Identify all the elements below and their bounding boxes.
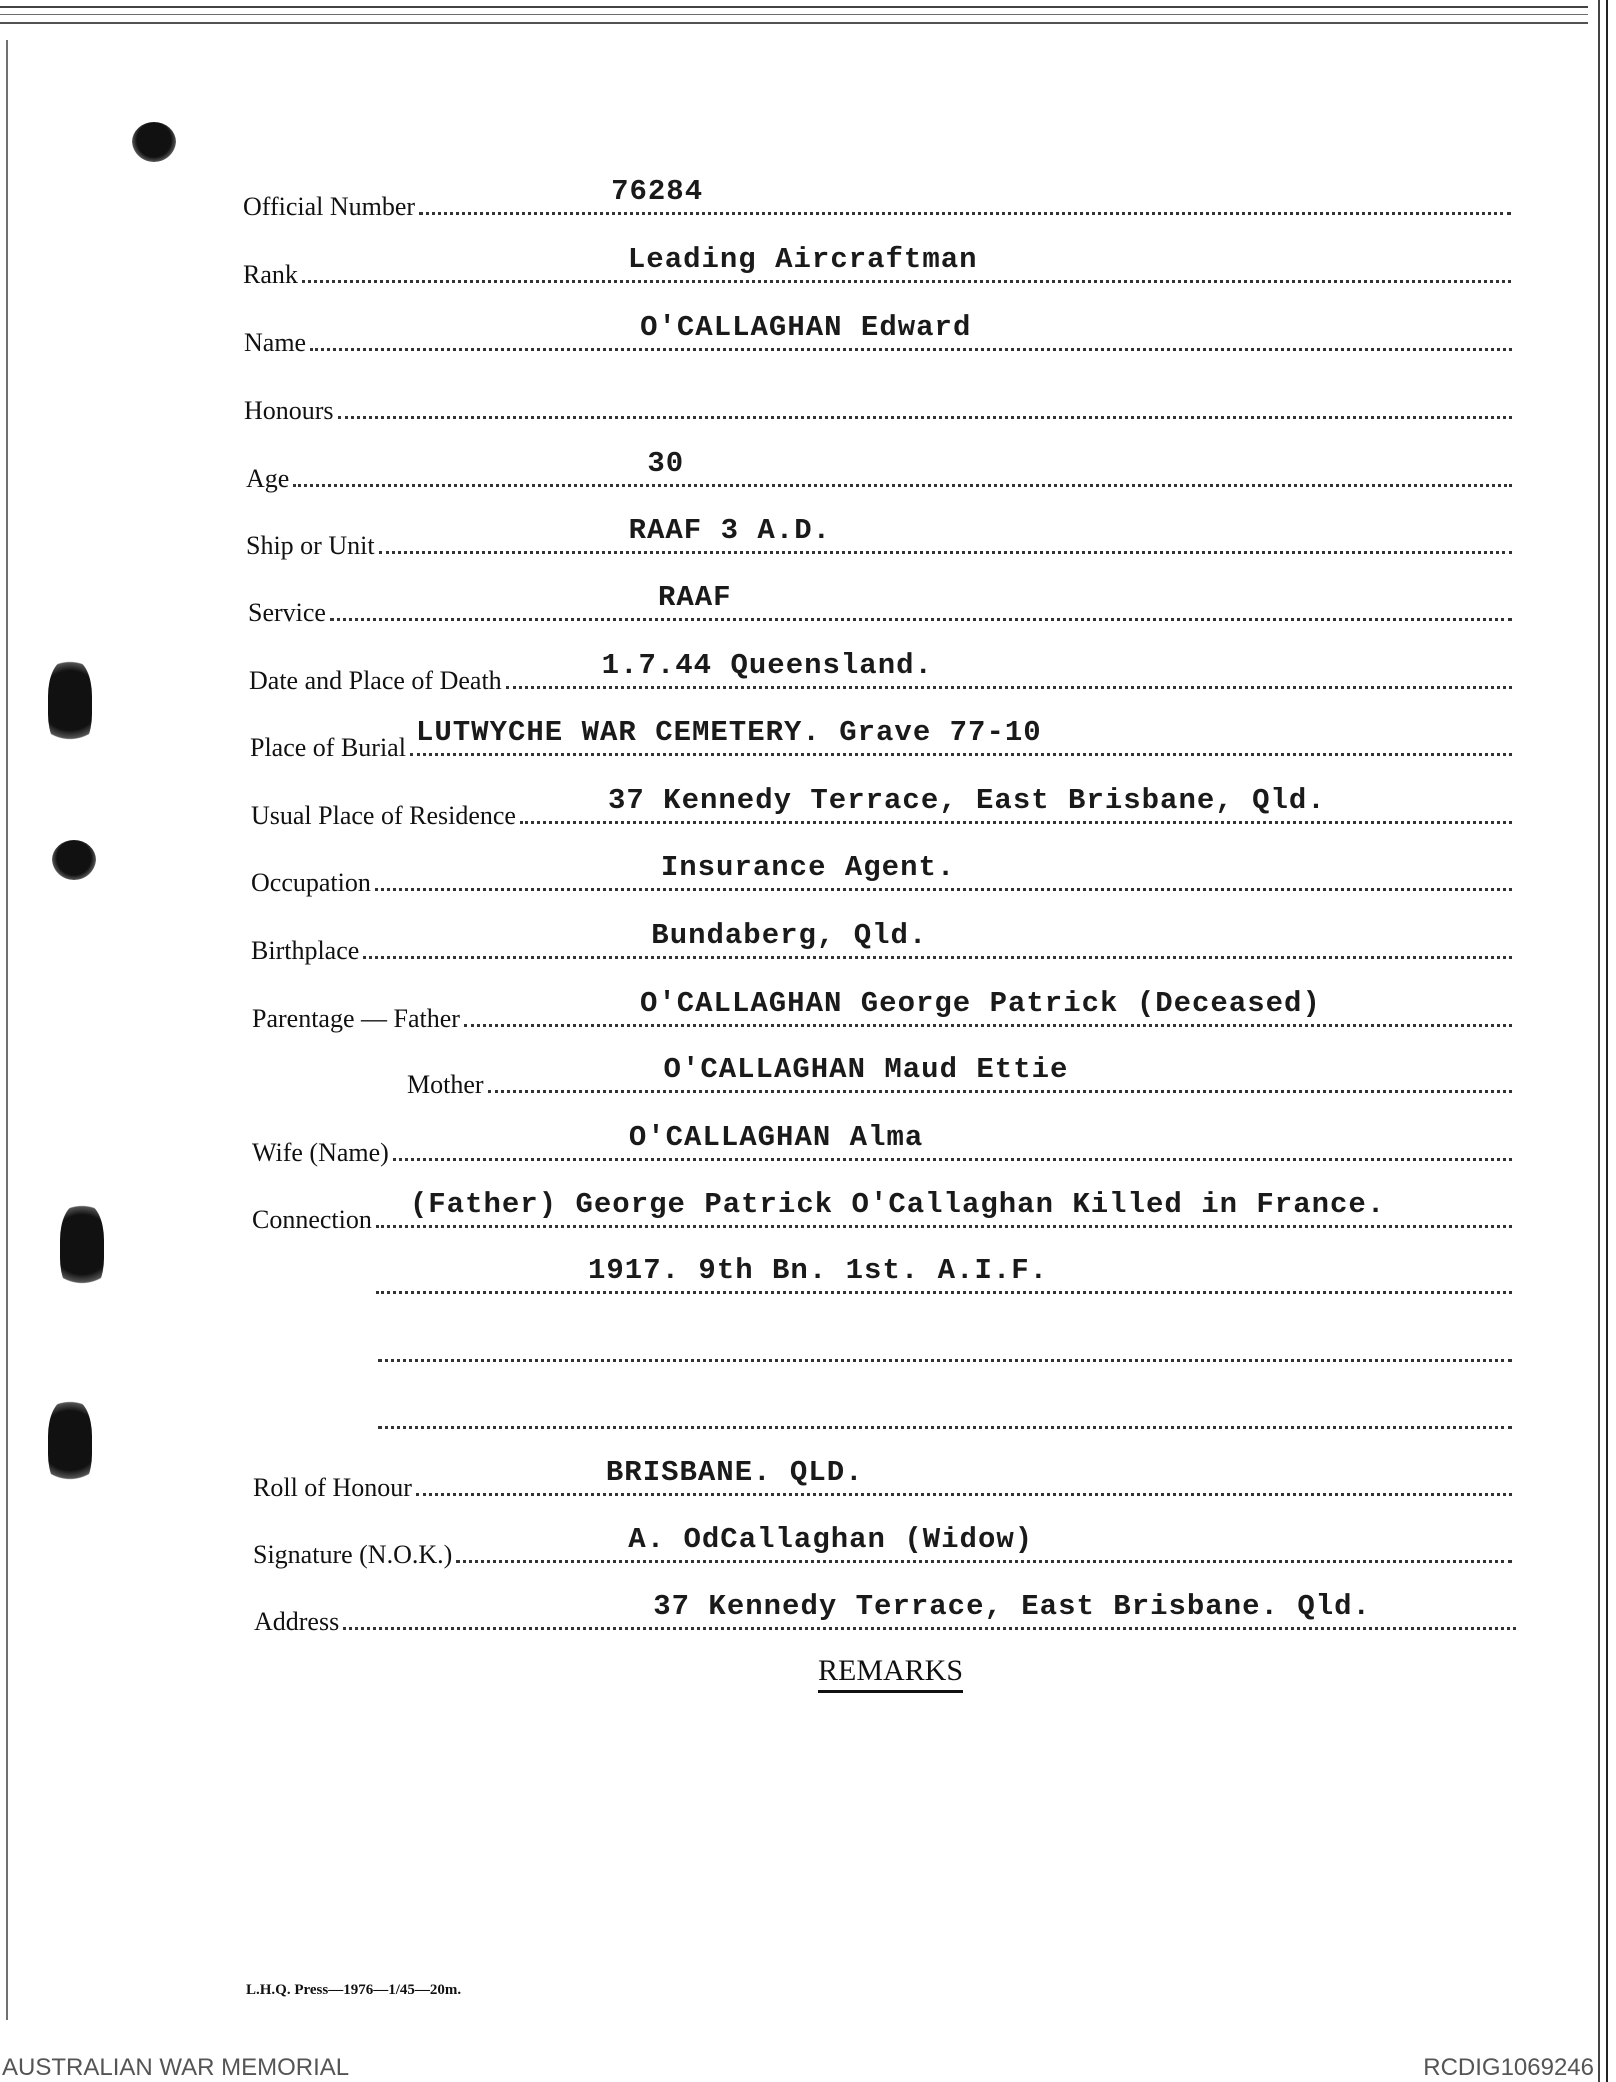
field-line [488,1053,1512,1093]
form-row-occupation [251,851,1512,898]
field-value: (Father) George Patrick O'Callaghan Killed in France. [409,1188,1386,1221]
field-value: O'CALLAGHAN George Patrick (Deceased) [639,987,1321,1020]
field-label: Parentage — Father [252,1004,460,1033]
form-row-name [244,311,1512,358]
field-value: 30 [647,447,685,480]
form-row-address [254,1590,1516,1637]
field-label: Age [246,464,290,493]
field-line [310,311,1512,351]
archive-id: RCDIG1069246 [1423,2054,1594,2081]
field-line [378,1398,1512,1429]
field-label: Mother [407,1070,484,1099]
field-line [393,1121,1512,1161]
page-left-edge [6,40,8,2020]
field-line [338,388,1512,419]
punch-hole [132,122,176,162]
field-label: Wife (Name) [252,1138,389,1167]
field-label: Roll of Honour [253,1473,412,1502]
punch-hole [60,1204,104,1294]
field-line [416,1456,1512,1496]
field-value: O'CALLAGHAN Maud Ettie [663,1053,1069,1086]
form-row-roll-of-honour [253,1456,1512,1503]
field-value: Leading Aircraftman [627,243,978,276]
field-line [343,1590,1516,1630]
field-label: Address [254,1607,340,1636]
field-value: RAAF [657,581,732,614]
field-value: Insurance Agent. [660,851,956,884]
field-line [363,919,1512,959]
field-line [302,243,1511,283]
punch-hole [48,1400,92,1490]
form-row-connection-line-4 [374,1398,1512,1429]
field-value: 76284 [611,175,704,208]
form-row-birthplace [251,919,1512,966]
field-line [293,447,1512,487]
field-label: Connection [252,1205,372,1234]
field-value: RAAF 3 A.D. [628,514,832,547]
field-line [376,1188,1512,1228]
field-value: 37 Kennedy Terrace, East Brisbane. Qld. [653,1590,1371,1623]
form-row-father [252,987,1512,1034]
field-line [330,581,1512,621]
field-line [410,716,1512,756]
field-label: Ship or Unit [246,531,375,560]
form-row-official-number [243,175,1511,222]
field-value: A. OdCallaghan (Widow) [628,1523,1034,1556]
field-line [376,1254,1512,1294]
form-row-ship-or-unit [246,514,1512,561]
form-row-place-of-burial [250,716,1512,763]
field-label: Service [248,598,326,627]
field-value: O'CALLAGHAN Alma [628,1121,924,1154]
page-top-edge [0,0,1616,34]
archive-credit: AUSTRALIAN WAR MEMORIAL [2,2054,350,2081]
field-label: Occupation [251,868,371,897]
field-line [419,175,1511,215]
field-label: Signature (N.O.K.) [253,1540,453,1569]
form-row-service [248,581,1512,628]
field-value: LUTWYCHE WAR CEMETERY. Grave 77-10 [415,716,1042,749]
field-label: Usual Place of Residence [251,801,516,830]
field-value: Bundaberg, Qld. [651,919,928,952]
field-label: Birthplace [251,936,360,965]
field-line [464,987,1512,1027]
field-label: Official Number [243,192,416,221]
field-label: Honours [244,396,334,425]
field-line [456,1523,1512,1563]
form-row-honours [244,388,1512,426]
field-line [506,649,1512,689]
field-line [520,784,1512,824]
punch-hole [48,660,92,750]
form-row-wife [252,1121,1512,1168]
form-row-date-place-death [249,649,1512,696]
form-row-usual-residence [251,784,1512,831]
field-value: 1.7.44 Queensland. [601,649,933,682]
form-row-age [246,447,1512,494]
form-row-rank [243,243,1511,290]
field-value: 37 Kennedy Terrace, East Brisbane, Qld. [607,784,1326,817]
field-value: 1917. 9th Bn. 1st. A.I.F. [588,1254,1049,1287]
field-label: Place of Burial [250,733,406,762]
form-row-mother [407,1053,1512,1100]
field-line [379,514,1512,554]
punch-hole [52,840,96,880]
field-value: BRISBANE. QLD. [605,1456,864,1489]
page-right-edge [1588,0,1616,2082]
remarks-heading: REMARKS [818,1654,963,1693]
field-label: Date and Place of Death [249,666,502,695]
form-row-signature [253,1523,1512,1570]
field-value: O'CALLAGHAN Edward [640,311,972,344]
form-row-connection [252,1188,1512,1235]
field-label: Name [244,328,307,357]
form-row-connection-line-3 [374,1331,1512,1362]
field-label: Rank [243,260,298,289]
form-row-connection-line-2 [372,1254,1512,1294]
field-line [375,851,1512,891]
field-line [378,1331,1512,1362]
print-code: L.H.Q. Press—1976—1/45—20m. [246,1982,462,1998]
